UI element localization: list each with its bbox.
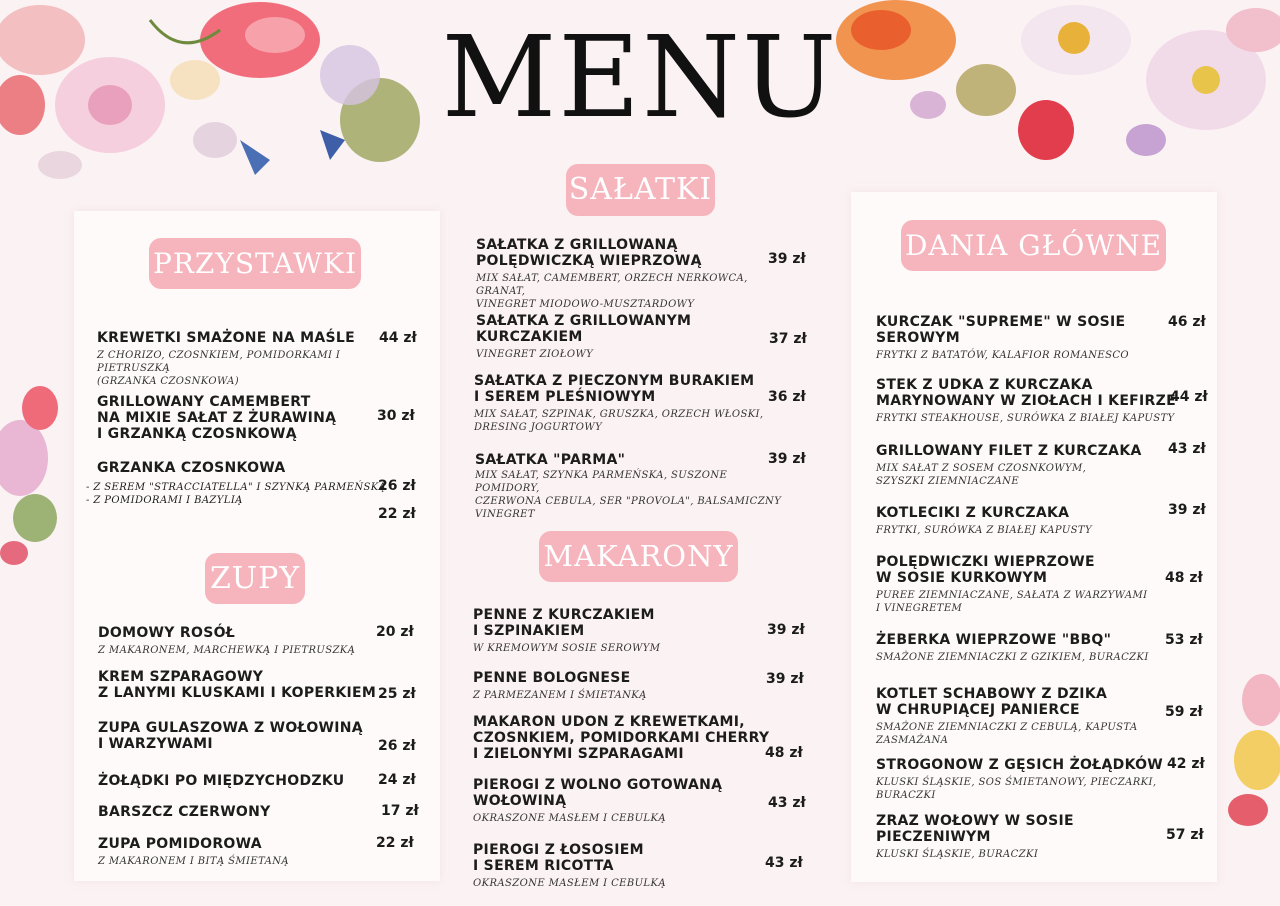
item-description: Z MAKARONEM, MARCHEWKĄ I PIETRUSZKĄ bbox=[98, 645, 356, 656]
menu-item bbox=[473, 670, 763, 702]
item-price: 48 zł bbox=[765, 745, 803, 761]
item-name: KREWETKI SMAŻONE NA MAŚLE bbox=[97, 330, 355, 346]
item-name: GRZANKA CZOSNKOWA bbox=[97, 460, 286, 476]
menu-item bbox=[876, 632, 1166, 664]
menu-item bbox=[474, 373, 774, 434]
item-description: W KREMOWYM SOSIE SEROWYM bbox=[473, 643, 661, 654]
item-variant-price: 26 zł bbox=[378, 478, 416, 494]
item-description: MIX SAŁAT, SZYNKA PARMEŃSKA, SUSZONE POMIDORY, CZERWONA CEBULA, SER "PROVOLA", BALSAMICZNY VINEGRET bbox=[475, 470, 782, 520]
item-name: KURCZAK "SUPREME" W SOSIE SEROWYM bbox=[876, 314, 1126, 346]
menu-item bbox=[876, 505, 1166, 537]
item-description: SMAŻONE ZIEMNIACZKI Z GZIKIEM, BURACZKI bbox=[876, 652, 1149, 663]
item-price: 42 zł bbox=[1167, 756, 1205, 772]
item-name: ŻOŁĄDKI PO MIĘDZYCHODZKU bbox=[98, 773, 345, 789]
menu-item bbox=[876, 686, 1196, 747]
item-description: Z CHORIZO, CZOSNKIEM, POMIDORKAMI I PIETRUSZKĄ (GRZANKA CZOSNKOWA) bbox=[97, 350, 341, 387]
item-price: 39 zł bbox=[767, 622, 805, 638]
section-heading-salatki: SAŁATKI bbox=[566, 164, 715, 216]
floral-decoration-right bbox=[1228, 660, 1280, 830]
item-description: SMAŻONE ZIEMNIACZKI Z CEBULĄ, KAPUSTA ZASMAŻANA bbox=[876, 722, 1138, 746]
item-name: MAKARON UDON Z KREWETKAMI, CZOSNKIEM, POMIDORKAMI CHERRY I ZIELONYMI SZPARAGAMI bbox=[473, 714, 770, 762]
menu-item bbox=[98, 804, 378, 820]
item-name: PENNE BOLOGNESE bbox=[473, 670, 631, 686]
item-variant-price: 22 zł bbox=[378, 506, 416, 522]
section-heading-makarony: MAKARONY bbox=[539, 531, 738, 582]
menu-item bbox=[473, 777, 763, 825]
item-description: OKRASZONE MASŁEM I CEBULKĄ bbox=[473, 878, 666, 889]
menu-item bbox=[876, 443, 1166, 488]
item-price: 20 zł bbox=[376, 624, 414, 640]
item-name: STEK Z UDKA Z KURCZAKA MARYNOWANY W ZIOŁACH I KEFIRZE bbox=[876, 377, 1176, 409]
item-description: Z PARMEZANEM I ŚMIETANKĄ bbox=[473, 690, 647, 701]
item-description: MIX SAŁAT, CAMEMBERT, ORZECH NERKOWCA, GRANAT, VINEGRET MIODOWO-MUSZTARDOWY bbox=[476, 273, 748, 310]
menu-item bbox=[876, 554, 1166, 615]
item-price: 43 zł bbox=[768, 795, 806, 811]
item-price: 43 zł bbox=[765, 855, 803, 871]
item-description: MIX SAŁAT, SZPINAK, GRUSZKA, ORZECH WŁOSKI, DRESING JOGURTOWY bbox=[474, 409, 764, 433]
item-name: SAŁATKA "PARMA" bbox=[475, 452, 626, 468]
item-description: VINEGRET ZIOŁOWY bbox=[476, 349, 594, 360]
item-price: 22 zł bbox=[376, 835, 414, 851]
item-price: 39 zł bbox=[768, 451, 806, 467]
item-price: 46 zł bbox=[1168, 314, 1206, 330]
item-price: 26 zł bbox=[378, 738, 416, 754]
menu-item bbox=[475, 452, 785, 521]
item-description: MIX SAŁAT Z SOSEM CZOSNKOWYM, SZYSZKI ZIEMNIACZANE bbox=[876, 463, 1087, 487]
item-description: Z MAKARONEM I BITĄ ŚMIETANĄ bbox=[98, 856, 290, 867]
item-price: 39 zł bbox=[766, 671, 804, 687]
item-price: 57 zł bbox=[1166, 827, 1204, 843]
menu-item bbox=[876, 757, 1166, 802]
item-description: FRYTKI, SURÓWKA Z BIAŁEJ KAPUSTY bbox=[876, 525, 1092, 536]
item-price: 59 zł bbox=[1165, 704, 1203, 720]
item-name: PIEROGI Z WOLNO GOTOWANĄ WOŁOWINĄ bbox=[473, 777, 723, 809]
item-name: ŻEBERKA WIEPRZOWE "BBQ" bbox=[876, 632, 1112, 648]
item-description: OKRASZONE MASŁEM I CEBULKĄ bbox=[473, 813, 666, 824]
menu-item bbox=[97, 460, 377, 476]
menu-item bbox=[876, 377, 1176, 425]
menu-item bbox=[473, 607, 763, 655]
item-price: 36 zł bbox=[768, 389, 806, 405]
item-description: PUREE ZIEMNIACZANE, SAŁATA Z WARZYWAMI I VINEGRETEM bbox=[876, 590, 1148, 614]
item-name: PIEROGI Z ŁOSOSIEM I SEREM RICOTTA bbox=[473, 842, 644, 874]
item-name: POLĘDWICZKI WIEPRZOWE W SOSIE KURKOWYM bbox=[876, 554, 1095, 586]
item-name: GRILLOWANY FILET Z KURCZAKA bbox=[876, 443, 1142, 459]
item-description: FRYTKI Z BATATÓW, KALAFIOR ROMANESCO bbox=[876, 350, 1130, 361]
item-price: 48 zł bbox=[1165, 570, 1203, 586]
item-variant-description: - Z POMIDORAMI I BAZYLIĄ bbox=[86, 495, 243, 506]
floral-decoration-left bbox=[0, 368, 64, 568]
menu-item bbox=[98, 773, 378, 789]
item-variant-description: - Z SEREM "STRACCIATELLA" I SZYNKĄ PARMEŃSKĄ bbox=[86, 482, 387, 493]
item-description: FRYTKI STEAKHOUSE, SURÓWKA Z BIAŁEJ KAPUSTY bbox=[876, 413, 1175, 424]
item-price: 43 zł bbox=[1168, 441, 1206, 457]
item-price: 39 zł bbox=[768, 251, 806, 267]
item-name: KOTLECIKI Z KURCZAKA bbox=[876, 505, 1070, 521]
item-name: GRILLOWANY CAMEMBERT NA MIXIE SAŁAT Z ŻURAWINĄ I GRZANKĄ CZOSNKOWĄ bbox=[97, 394, 337, 442]
menu-title: MENU bbox=[441, 13, 839, 143]
item-price: 44 zł bbox=[379, 330, 417, 346]
menu-item bbox=[473, 842, 763, 890]
menu-item bbox=[98, 836, 378, 868]
item-price: 24 zł bbox=[378, 772, 416, 788]
item-name: KOTLET SCHABOWY Z DZIKA W CHRUPIĄCEJ PANIERCE bbox=[876, 686, 1108, 718]
item-name: DOMOWY ROSÓŁ bbox=[98, 625, 236, 641]
menu-item bbox=[98, 625, 378, 657]
menu-item bbox=[97, 330, 377, 388]
item-price: 53 zł bbox=[1165, 632, 1203, 648]
item-description: KLUSKI ŚLĄSKIE, SOS ŚMIETANOWY, PIECZARKI, BURACZKI bbox=[876, 777, 1157, 801]
item-price: 39 zł bbox=[1168, 502, 1206, 518]
item-description: KLUSKI ŚLĄSKIE, BURACZKI bbox=[876, 849, 1039, 860]
menu-item bbox=[476, 237, 776, 311]
section-heading-zupy: ZUPY bbox=[205, 553, 305, 604]
item-price: 30 zł bbox=[377, 408, 415, 424]
section-heading-dania-glowne: DANIA GŁÓWNE bbox=[901, 220, 1166, 271]
item-name: BARSZCZ CZERWONY bbox=[98, 804, 271, 820]
item-name: ZUPA GULASZOWA Z WOŁOWINĄ I WARZYWAMI bbox=[98, 720, 363, 752]
item-price: 25 zł bbox=[378, 686, 416, 702]
item-name: KREM SZPARAGOWY Z LANYMI KLUSKAMI I KOPERKIEM bbox=[98, 669, 377, 701]
menu-item bbox=[97, 394, 377, 442]
item-name: ZRAZ WOŁOWY W SOSIE PIECZENIWYM bbox=[876, 813, 1074, 845]
item-name: PENNE Z KURCZAKIEM I SZPINAKIEM bbox=[473, 607, 655, 639]
menu-item bbox=[98, 669, 378, 701]
menu-item bbox=[476, 313, 776, 361]
menu-item bbox=[876, 314, 1166, 362]
item-price: 17 zł bbox=[381, 803, 419, 819]
menu-item bbox=[473, 714, 773, 762]
item-name: ZUPA POMIDOROWA bbox=[98, 836, 262, 852]
menu-item bbox=[98, 720, 378, 752]
item-price: 37 zł bbox=[769, 331, 807, 347]
item-name: STROGONOW Z GĘSICH ŻOŁĄDKÓW bbox=[876, 757, 1164, 773]
item-name: SAŁATKA Z GRILLOWANĄ POLĘDWICZKĄ WIEPRZOWĄ bbox=[476, 237, 702, 269]
item-price: 44 zł bbox=[1170, 389, 1208, 405]
item-name: SAŁATKA Z GRILLOWANYM KURCZAKIEM bbox=[476, 313, 692, 345]
item-name: SAŁATKA Z PIECZONYM BURAKIEM I SEREM PLEŚNIOWYM bbox=[474, 373, 755, 405]
menu-item bbox=[876, 813, 1166, 861]
section-heading-przystawki: PRZYSTAWKI bbox=[149, 238, 361, 289]
